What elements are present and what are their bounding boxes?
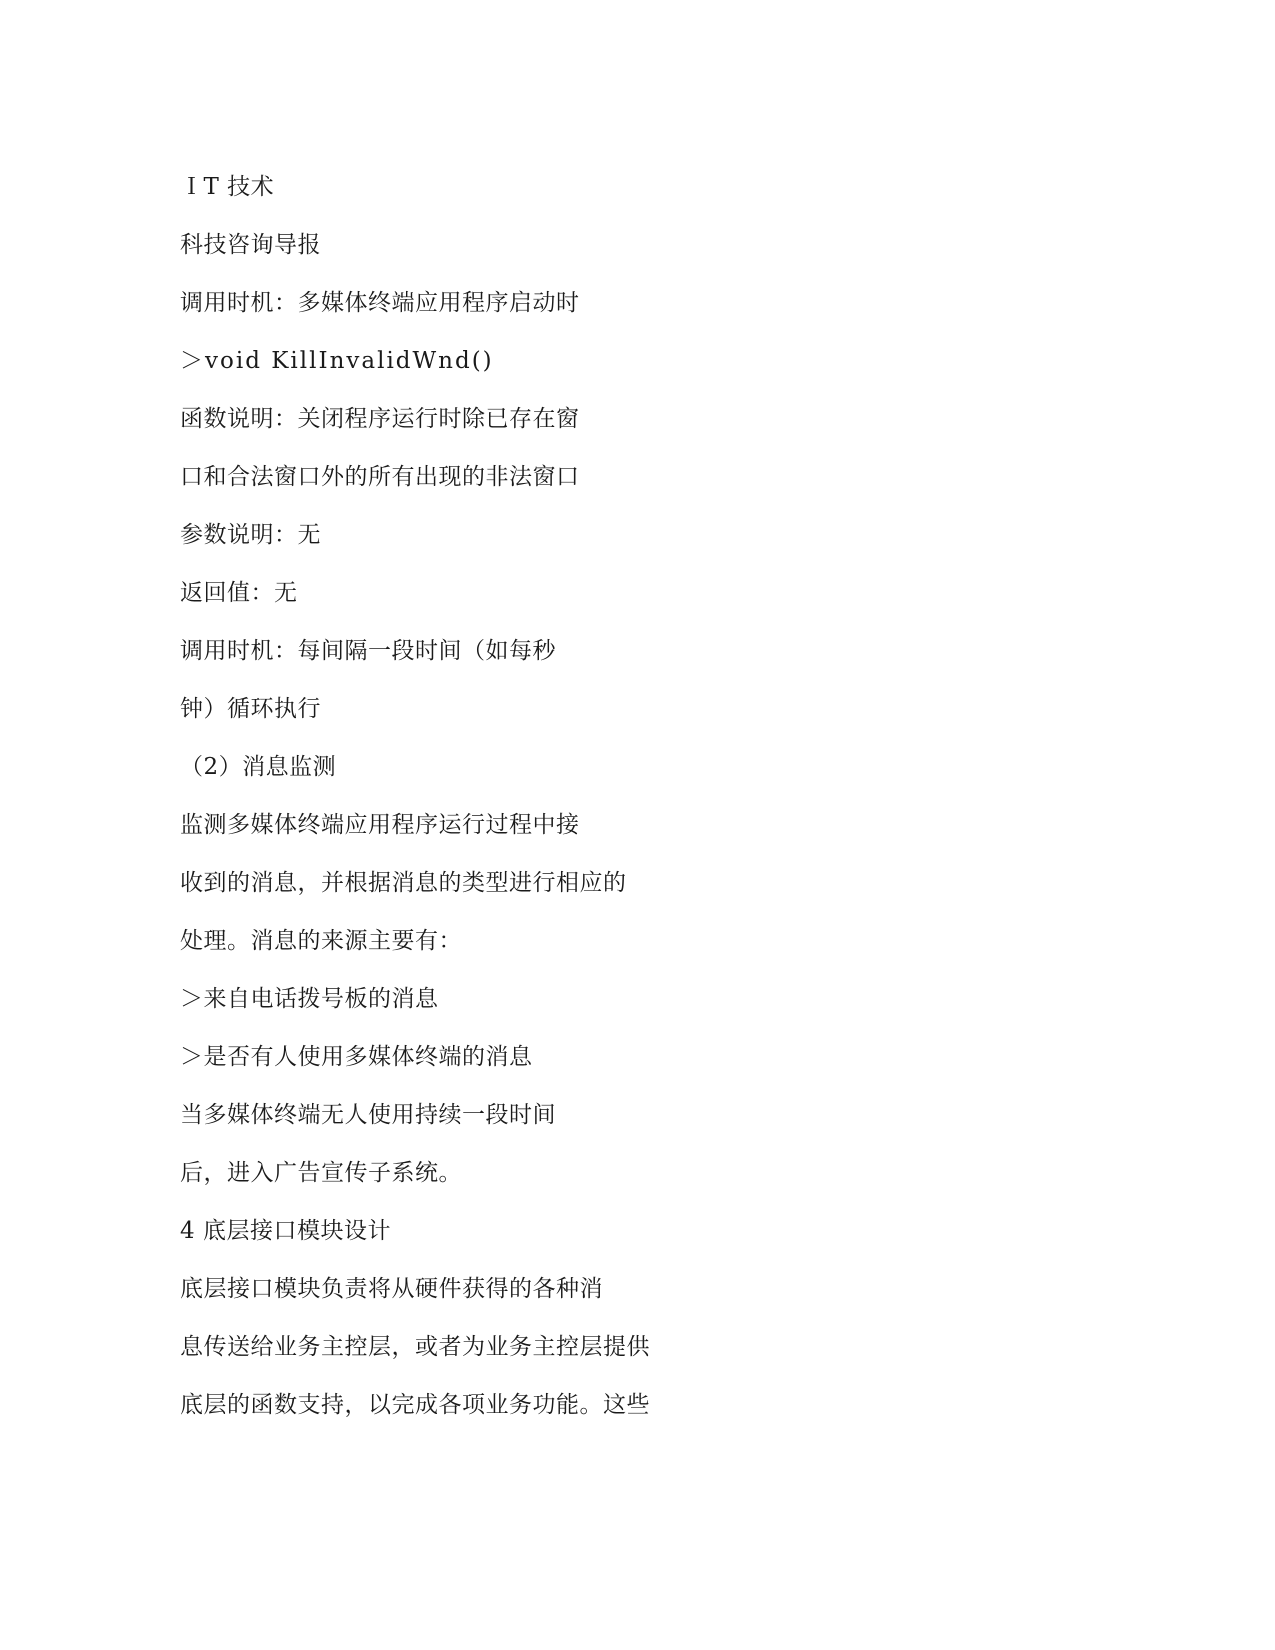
- text-line: 后，进入广告宣传子系统。: [180, 1160, 462, 1186]
- text-line: 返回值：无: [180, 580, 298, 606]
- section-heading: （2）消息监测: [180, 754, 337, 780]
- journal-name: 科技咨询导报: [180, 232, 321, 258]
- bullet-item: ＞是否有人使用多媒体终端的消息: [180, 1044, 533, 1070]
- text-line: 调用时机：每间隔一段时间（如每秒: [180, 638, 556, 664]
- function-signature: ＞void KillInvalidWnd(): [180, 348, 494, 374]
- text-line: 息传送给业务主控层，或者为业务主控层提供: [180, 1334, 650, 1360]
- text-line: 底层的函数支持，以完成各项业务功能。这些: [180, 1392, 650, 1418]
- text-line: 钟）循环执行: [180, 696, 321, 722]
- text-line: 监测多媒体终端应用程序运行过程中接: [180, 812, 580, 838]
- bullet-item: ＞来自电话拨号板的消息: [180, 986, 439, 1012]
- text-line: 函数说明：关闭程序运行时除已存在窗: [180, 406, 580, 432]
- text-line: 参数说明：无: [180, 522, 321, 548]
- text-line: 当多媒体终端无人使用持续一段时间: [180, 1102, 556, 1128]
- text-line: 收到的消息，并根据消息的类型进行相应的: [180, 870, 627, 896]
- header-it-tech: ＩT 技术: [180, 174, 275, 200]
- text-line: 处理。消息的来源主要有：: [180, 928, 462, 954]
- text-line: 调用时机：多媒体终端应用程序启动时: [180, 290, 580, 316]
- section-heading: 4 底层接口模块设计: [180, 1218, 391, 1244]
- text-line: 口和合法窗口外的所有出现的非法窗口: [180, 464, 580, 490]
- text-line: 底层接口模块负责将从硬件获得的各种消: [180, 1276, 603, 1302]
